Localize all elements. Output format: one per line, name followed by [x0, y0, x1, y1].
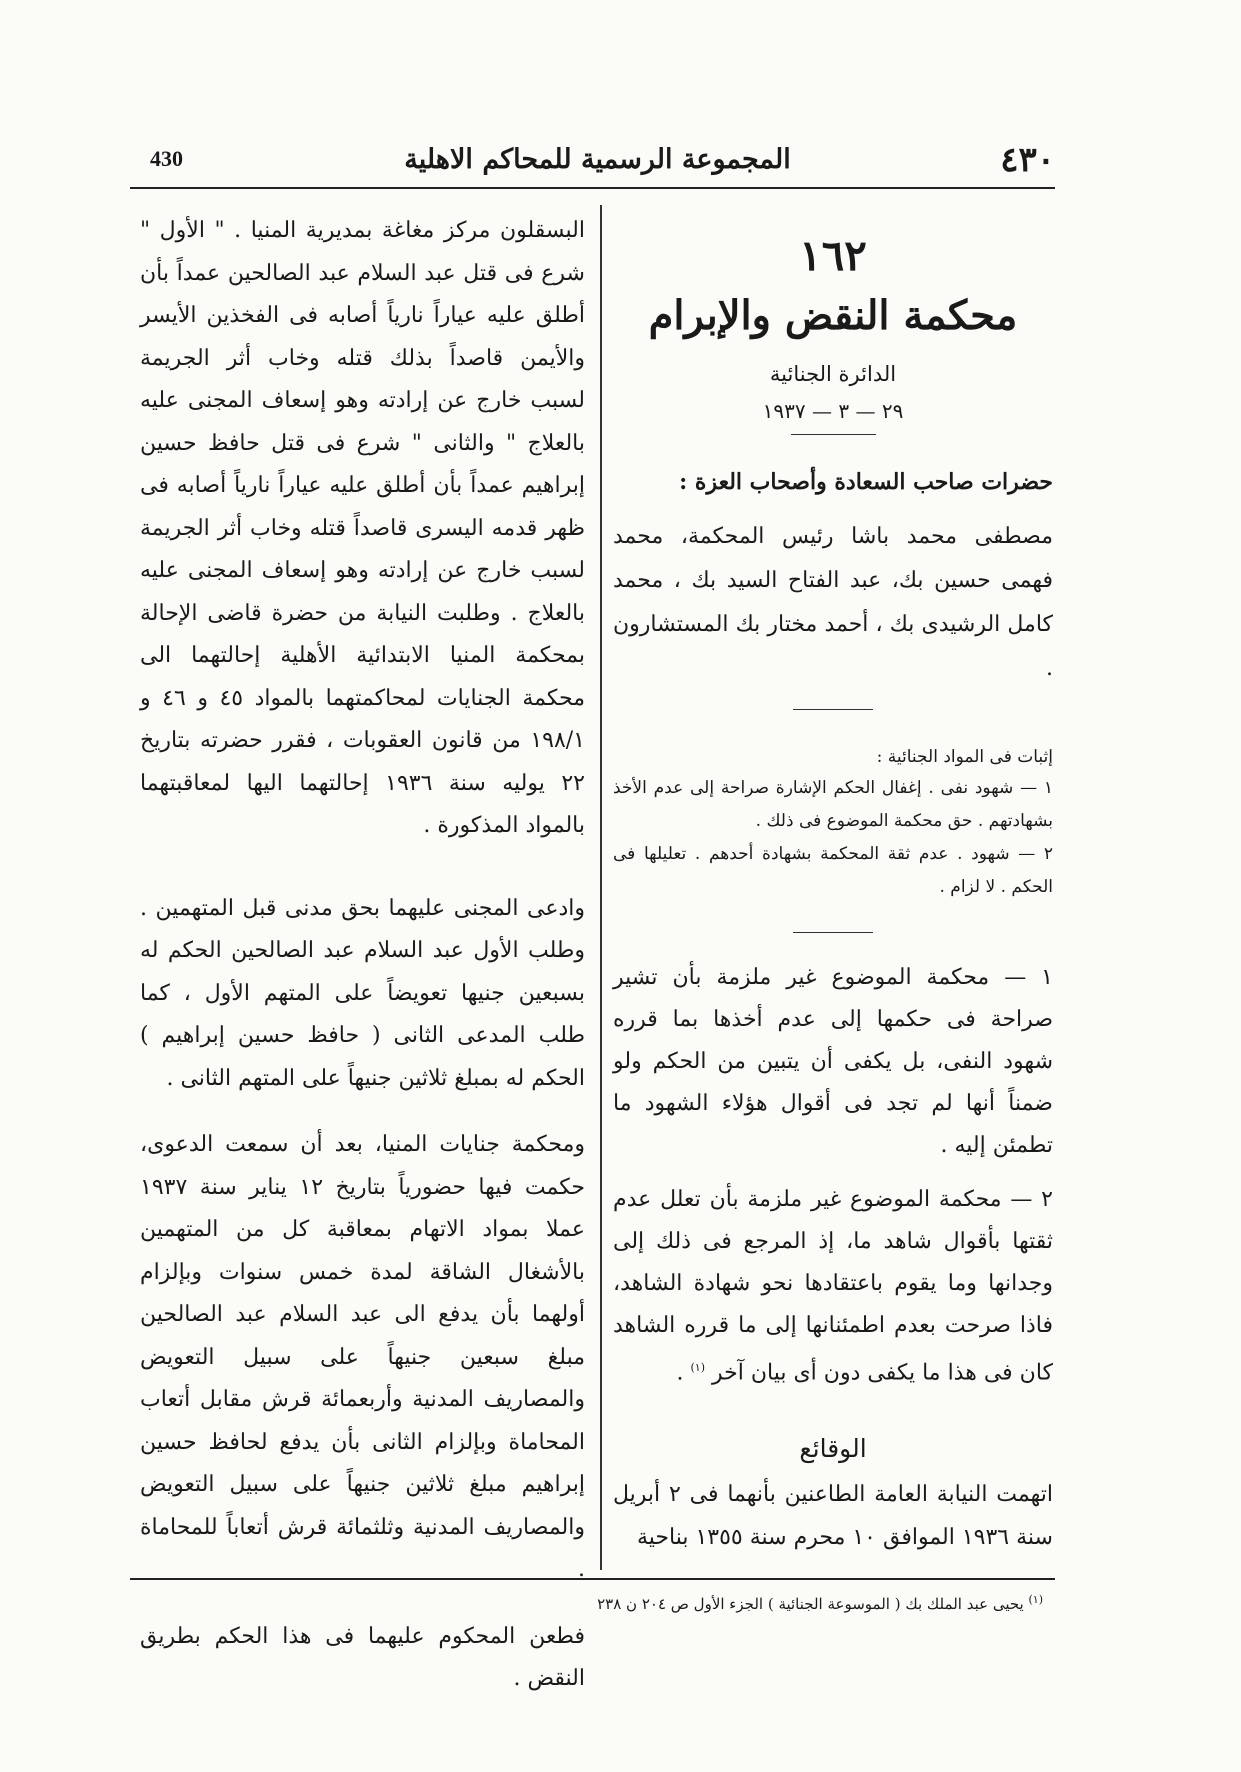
footnote-rule — [130, 1578, 1055, 1580]
facts-heading: الوقائع — [799, 1434, 867, 1464]
column-divider — [600, 205, 602, 1570]
facts-paragraph: اتهمت النيابة العامة الطاعنين بأنهما فى ٢ أبريل سنة ١٩٣٦ الموافق ١٠ محرم سنة ١٣٥٥ بناحية — [613, 1482, 1054, 1550]
footnote — [343, 1588, 1043, 1616]
footnote-mark: (١) — [1028, 1593, 1043, 1606]
footnote-text: يحيى عبد الملك بك ( الموسوعة الجنائية ) الجزء الأول ص ٢٠٤ ن ٢٣٨ — [597, 1595, 1024, 1613]
page-number-latin: 430 — [150, 146, 183, 171]
topic-item-1: ١ — شهود نفى . إغفال الحكم الإشارة صراحة إلى عدم الأخذ بشهادتهم . حق محكمة الموضوع فى ذلك . — [613, 778, 1053, 831]
circuit-name: الدائرة الجنائية — [769, 362, 897, 386]
paragraph-3: ومحكمة جنايات المنيا، بعد أن سمعت الدعوى، حكمت فيها حضورياً بتاريخ ١٢ يناير سنة ١٩٣٧ عملا بمواد الاتهام بمعاقبة كل من المتهمين بالأشغال الشاقة لمدة خمس سنوات وبإلزام أولهما بأن يدفع الى عبد السلام عبد الصالحين مبلغ سبعين جنيهاً على سبيل التعويض والمصاريف المدنية وأربعمائة قرش مقابل أتعاب المحاماة وبإلزام الثانى بأن يدفع لحافظ حسين إبراهيم مبلغ ثلاثين جنيهاً على سبيل التعويض والمصاريف المدنية وثلثمائة قرش أتعاباً للمحاماة . — [140, 1132, 585, 1582]
page-number-arabic: ٤٣٠ — [1000, 140, 1055, 180]
principle-2-text: ٢ — محكمة الموضوع غير ملزمة بأن تعلل عدم ثقتها بأقوال شاهد ما، إذ المرجع فى ذلك إلى وجدانها وما يقوم باعتقادها نحو شهادة الشاهد، فاذا صرحت بعدم اطمئنانها إلى ما قرره الشاهد كان فى هذا ما يكفى دون أى بيان آخر — [613, 1187, 1053, 1386]
topic-item-2: ٢ — شهود . عدم ثقة المحكمة بشهادة أحدهم . تعليلها فى الحكم . لا لزام . — [613, 844, 1053, 897]
principle-2: ٢ — محكمة الموضوع غير ملزمة بأن تعلل عدم ثقتها بأقوال شاهد ما، إذ المرجع فى ذلك إلى وجدانها وما يقوم باعتقادها نحو شهادة الشاهد، فاذا صرحت بعدم اطمئنانها إلى ما قرره الشاهد كان فى هذا ما يكفى دون أى بيان آخر $^{(١)}$ . — [613, 1187, 1053, 1386]
present-heading: حضرات صاحب السعادة وأصحاب العزة : — [679, 469, 1053, 495]
judgment-date: ٢٩ — ٣ — ١٩٣٧ — [762, 399, 904, 423]
section-rule — [793, 709, 873, 710]
left-column — [140, 210, 585, 1701]
page-header — [140, 140, 1055, 184]
court-name: محكمة النقض والإبرام — [648, 292, 1018, 339]
paragraph-1: البسقلون مركز مغاغة بمديرية المنيا . " الأول " شرع فى قتل عبد السلام عبد الصالحين عمداً بأن أطلق عليه عياراً نارياً أصابه فى الفخذين الأيسر والأيمن قاصداً بذلك قتله وخاب أثر الجريمة لسبب خارج عن إرادته وهو إسعاف المجنى عليه بالعلاج " والثانى " شرع فى قتل حافظ حسين إبراهيم عمداً بأن أطلق عليه عياراً نارياً أصابه فى ظهر قدمه اليسرى قاصداً قتله وخاب أثر الجريمة لسبب خارج عن إرادته وهو إسعاف المجنى عليه بالعلاج . وطلبت النيابة من حضرة قاضى الإحالة بمحكمة المنيا الابتدائية الأهلية إحالتهما الى محكمة الجنايات لمحاكمتهما بالمواد ٤٥ و ٤٦ و ١٩٨/١ من قانون العقوبات ، فقرر حضرته بتاريخ ٢٢ يوليه سنة ١٩٣٦ إحالتهما اليها لمعاقبتهما بالمواد المذكورة . — [140, 218, 585, 838]
paragraph-4: فطعن المحكوم عليهما فى هذا الحكم بطريق النقض . — [140, 1623, 585, 1691]
judges-list: مصطفى محمد باشا رئيس المحكمة، محمد فهمى حسين بك، عبد الفتاح السيد بك ، محمد كامل الرشيدى بك ، أحمد مختار بك المستشارون . — [613, 524, 1053, 681]
date-rule — [791, 434, 876, 435]
topic-heading: إثبات فى المواد الجنائية : — [876, 747, 1053, 767]
running-title: المجموعة الرسمية للمحاكم الاهلية — [404, 144, 791, 175]
footnote-reference: (١) — [690, 1361, 705, 1374]
section-rule — [793, 932, 873, 933]
principle-1: ١ — محكمة الموضوع غير ملزمة بأن تشير صراحة فى حكمها إلى عدم أخذها بما قرره شهود النفى، بل يكفى أن يتبين من الحكم ولو ضمناً أنها لم تجد فى أقوال هؤلاء الشهود ما تطمئن إليه . — [613, 965, 1053, 1158]
header-rule — [130, 187, 1055, 189]
right-column — [613, 210, 1053, 1559]
case-number: ١٦٢ — [799, 231, 867, 280]
paragraph-2: وادعى المجنى عليهما بحق مدنى قبل المتهمين . وطلب الأول عبد السلام عبد الصالحين الحكم له بسبعين جنيها تعويضاً على المتهم الأول ، كما طلب المدعى الثانى ( حافظ حسين إبراهيم ) الحكم له بمبلغ ثلاثين جنيهاً على المتهم الثانى . — [140, 895, 585, 1091]
